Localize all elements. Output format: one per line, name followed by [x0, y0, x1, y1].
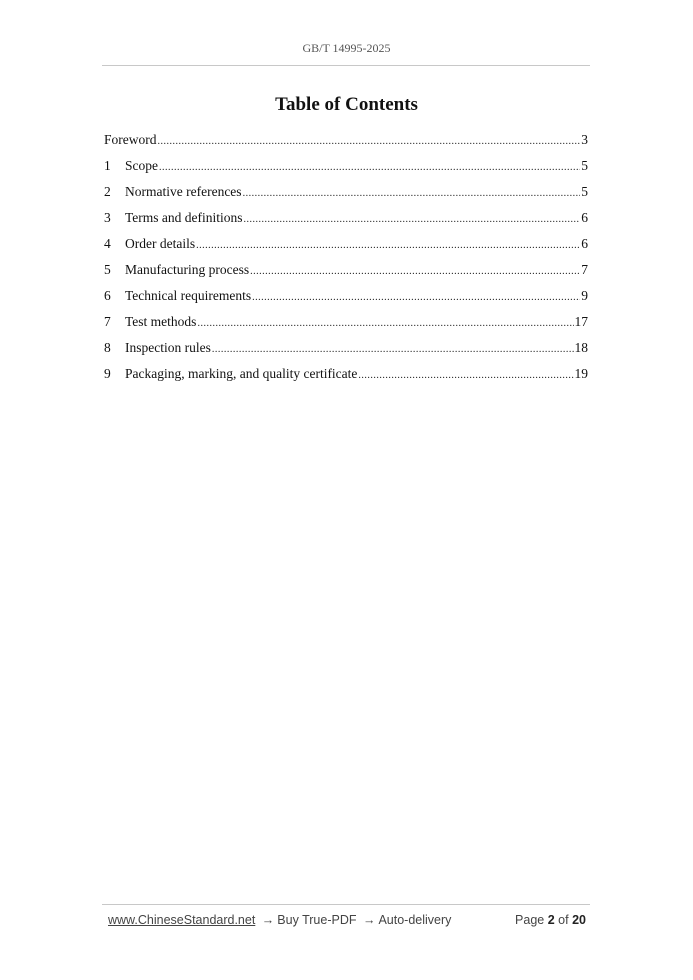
of-word: of — [558, 913, 569, 927]
toc-entry-label: Order details — [125, 236, 196, 251]
toc-entry-number: 5 — [104, 262, 111, 277]
page-footer — [108, 913, 586, 927]
page-word: Page — [515, 913, 545, 927]
toc-entry-page: 9 — [581, 288, 588, 303]
toc-entry-page: 19 — [574, 366, 588, 381]
toc-dot-leader — [212, 344, 574, 355]
toc-dot-leader — [159, 162, 580, 173]
toc-entry-page: 3 — [581, 132, 588, 147]
page-header-doc-code: GB/T 14995-2025 — [302, 41, 391, 55]
toc-entry-label: Packaging, marking, and quality certificate — [125, 366, 358, 381]
arrow-right-icon: → — [261, 913, 275, 927]
toc-entry-label: Foreword — [104, 132, 157, 147]
toc-entry-label: Scope — [125, 158, 158, 173]
toc-entry-page: 18 — [574, 340, 588, 355]
toc-entry-page: 6 — [581, 236, 588, 251]
toc-entry-page: 5 — [581, 158, 588, 173]
toc-title: Table of Contents — [275, 94, 418, 115]
toc-entry-number: 2 — [104, 184, 111, 199]
toc-entry-manufacturing-process[interactable] — [104, 262, 588, 288]
toc-entry-page: 7 — [581, 262, 588, 277]
toc-entry-page: 6 — [581, 210, 588, 225]
toc-dot-leader — [244, 214, 581, 225]
toc-dot-leader — [358, 370, 573, 381]
toc-entry-foreword[interactable] — [104, 132, 588, 158]
toc-dot-leader — [158, 136, 581, 147]
total-pages-number: 20 — [572, 913, 586, 927]
toc-entry-test-methods[interactable] — [104, 314, 588, 340]
toc-entry-normative-references[interactable] — [104, 184, 588, 210]
toc-dot-leader — [197, 318, 573, 329]
current-page-number: 2 — [547, 913, 555, 927]
auto-delivery-text: Auto-delivery — [378, 913, 452, 927]
toc-entry-inspection-rules[interactable] — [104, 340, 588, 366]
arrow-right-icon: → — [362, 913, 376, 927]
footer-divider — [102, 904, 590, 905]
toc-entry-number: 7 — [104, 314, 111, 329]
footer-promo — [108, 913, 451, 927]
page-indicator — [515, 913, 586, 927]
toc-dot-leader — [250, 266, 580, 277]
toc-dot-leader — [252, 292, 580, 303]
toc-entry-order-details[interactable] — [104, 236, 588, 262]
toc-entry-number: 6 — [104, 288, 111, 303]
site-link[interactable]: www.ChineseStandard.net — [108, 913, 256, 927]
toc-entry-page: 5 — [581, 184, 588, 199]
toc-entry-label: Normative references — [125, 184, 242, 199]
table-of-contents — [104, 132, 588, 392]
toc-entry-number: 9 — [104, 366, 111, 381]
toc-entry-number: 3 — [104, 210, 111, 225]
header-divider — [102, 65, 590, 66]
toc-entry-number: 4 — [104, 236, 111, 251]
toc-entry-terms-and-definitions[interactable] — [104, 210, 588, 236]
toc-entry-label: Technical requirements — [125, 288, 252, 303]
toc-dot-leader — [196, 240, 580, 251]
toc-entry-number: 1 — [104, 158, 111, 173]
toc-entry-packaging-marking[interactable] — [104, 366, 588, 392]
toc-dot-leader — [243, 188, 581, 199]
buy-true-pdf-text: Buy True-PDF — [277, 913, 357, 927]
toc-entry-label: Test methods — [125, 314, 197, 329]
toc-entry-technical-requirements[interactable] — [104, 288, 588, 314]
toc-entry-scope[interactable] — [104, 158, 588, 184]
toc-entry-label: Inspection rules — [125, 340, 211, 355]
toc-entry-label: Terms and definitions — [125, 210, 243, 225]
toc-entry-page: 17 — [574, 314, 588, 329]
toc-entry-number: 8 — [104, 340, 111, 355]
toc-entry-label: Manufacturing process — [125, 262, 250, 277]
